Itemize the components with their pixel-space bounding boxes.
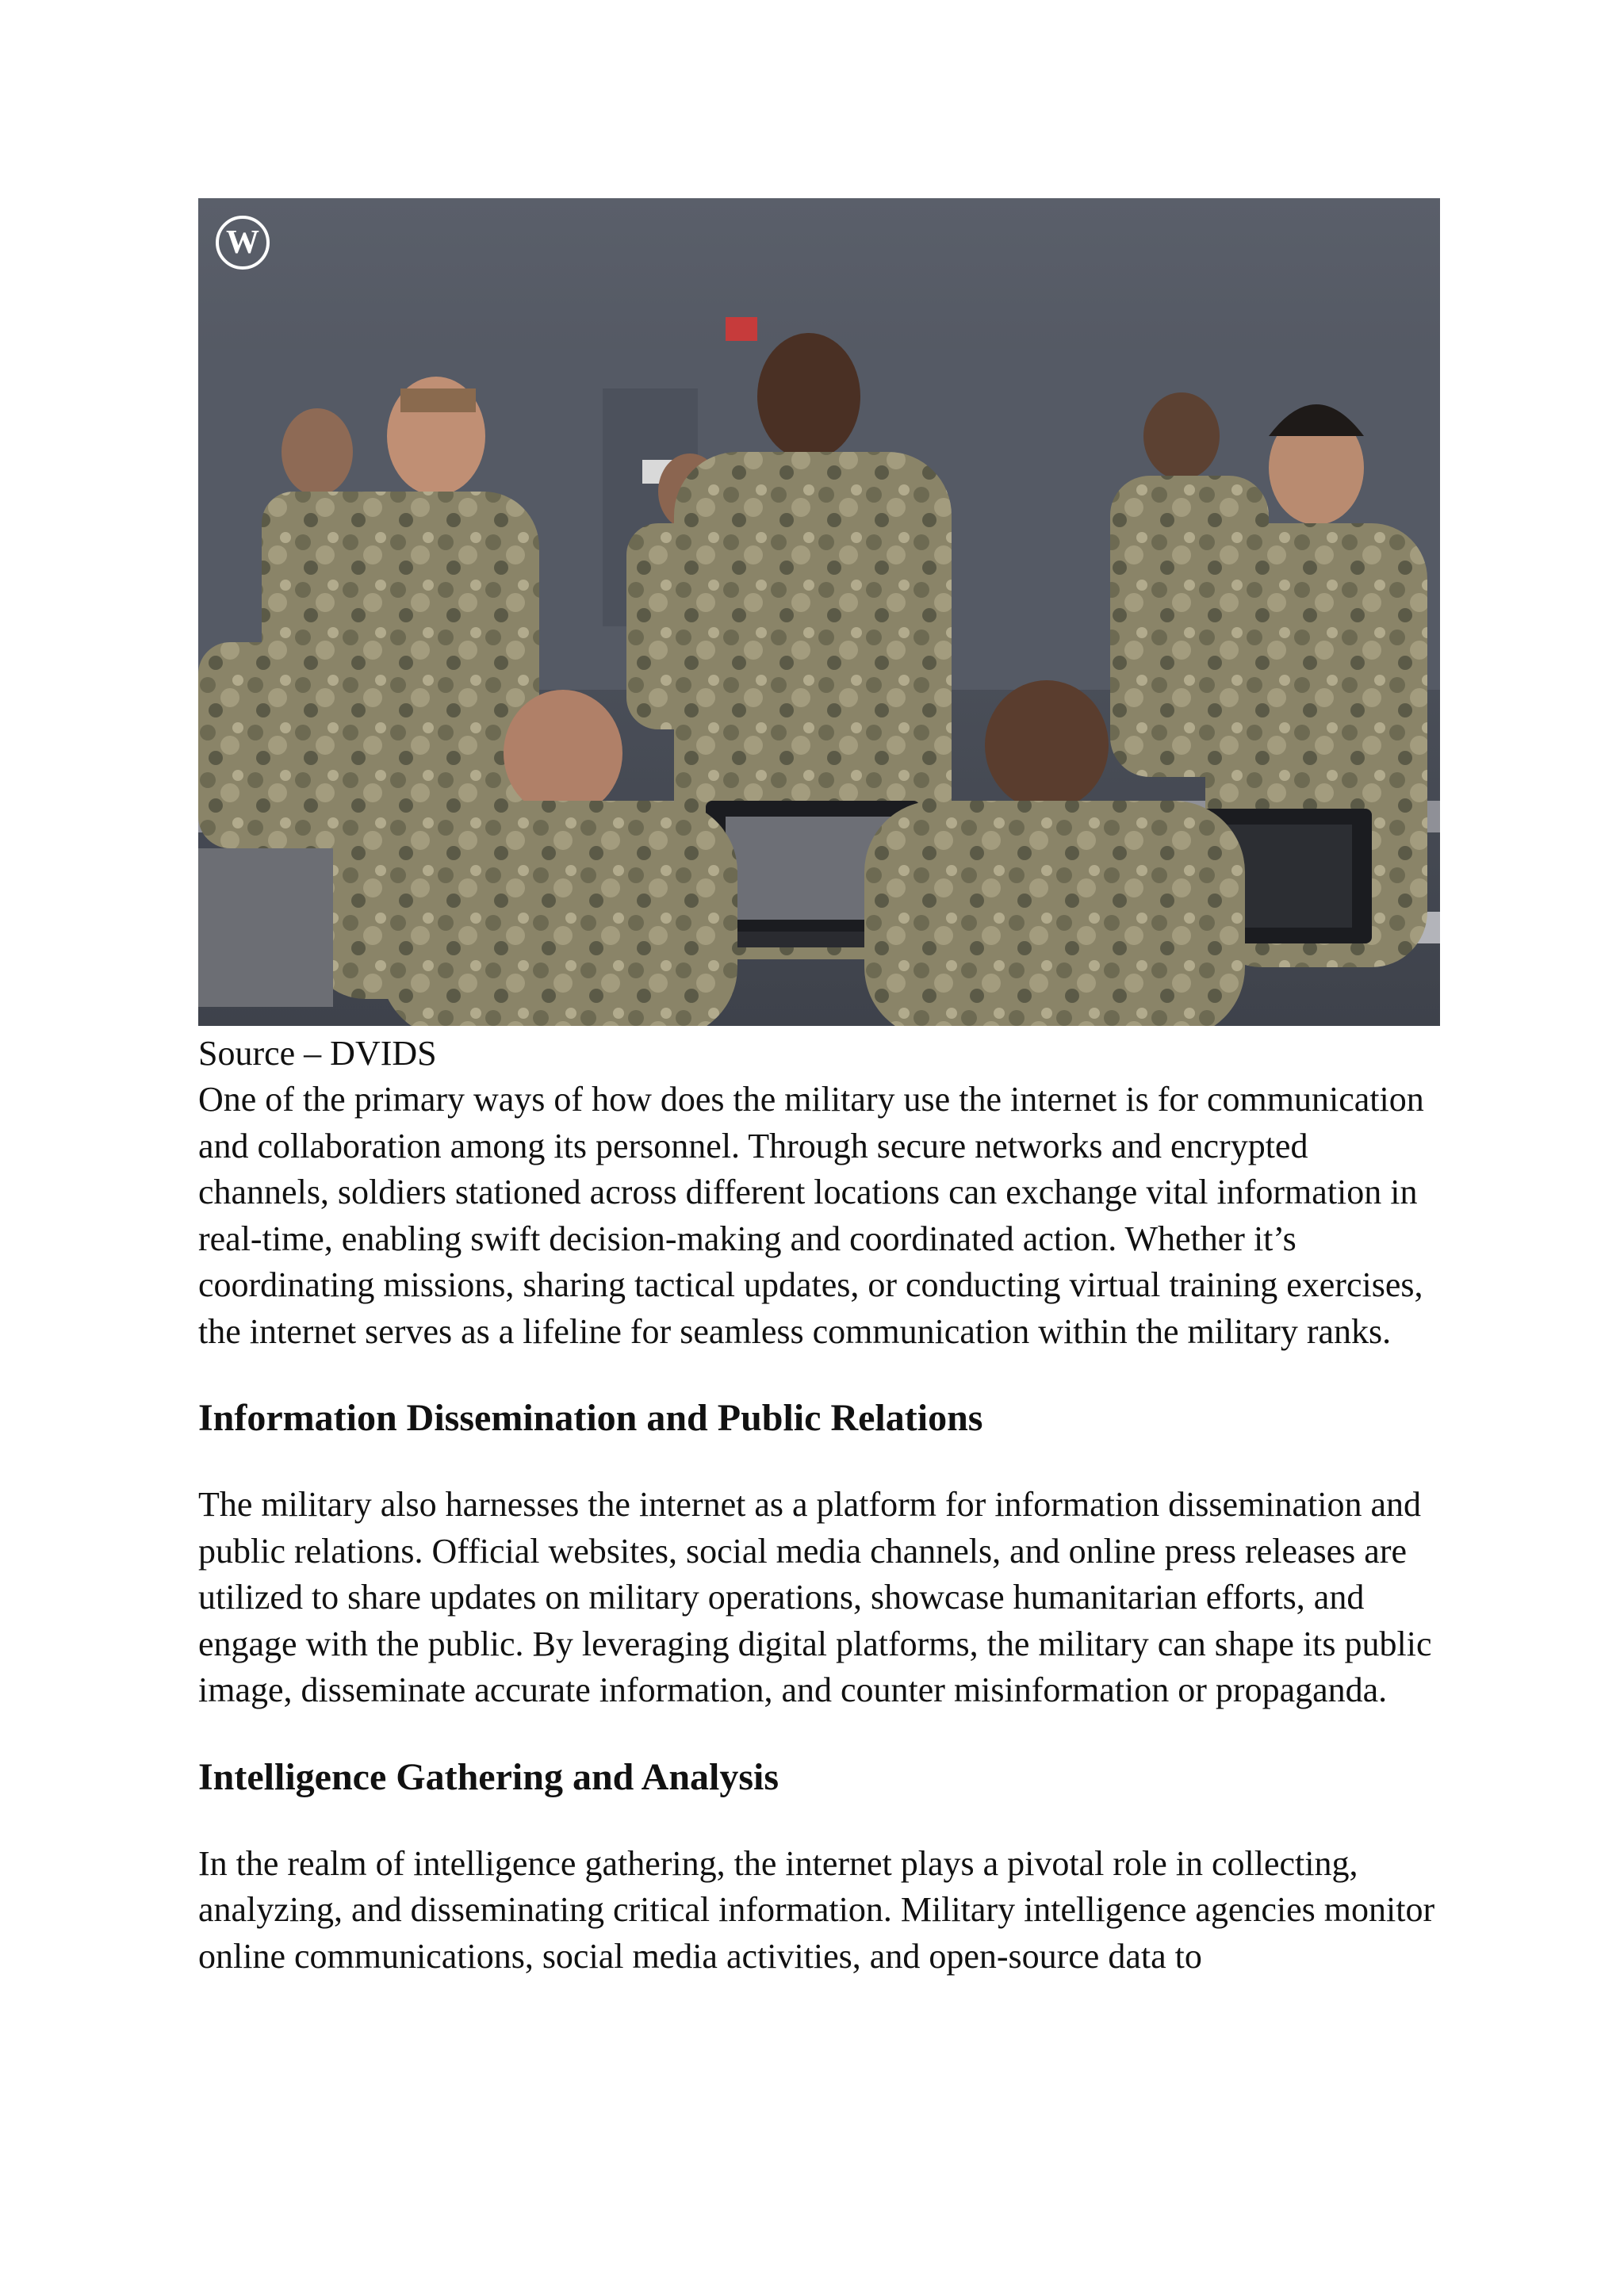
section-heading-information-dissemination: Information Dissemination and Public Relations <box>198 1397 983 1439</box>
section-heading-intelligence-gathering: Intelligence Gathering and Analysis <box>198 1755 779 1798</box>
section-paragraph-information-dissemination: The military also harnesses the internet as a platform for information dissemination and public relations. Official websites, social media channels, and online press releases are utilized to share updates on military operations, showcase humanitarian efforts, and engage with the public. By leveraging digital platforms, the military can shape its public image, disseminate accurate information, and counter misinformation or propaganda. <box>198 1485 1432 1709</box>
intro-paragraph: One of the primary ways of how does the military use the internet is for communication and collaboration among its personnel. Through secure networks and encrypted channels, soldiers stationed across different locations can exchange vital information in real-time, enabling swift decision-making and coordinated action. Whether it’s coordinating missions, sharing tactical updates, or conducting virtual training exercises, the internet serves as a lifeline for seamless communication within the military ranks. <box>198 1080 1424 1351</box>
article-photo <box>198 198 1440 1026</box>
section-paragraph-intelligence-gathering: In the realm of intelligence gathering, the internet plays a pivotal role in collecting, analyzing, and disseminating critical information. Military intelligence agencies monitor online communications, social media activities, and open-source data to <box>198 1843 1435 1976</box>
brand-logo-icon: W <box>216 216 270 270</box>
photo-illustration <box>198 198 1440 1026</box>
image-caption: Source – DVIDS <box>198 1034 437 1073</box>
article-content <box>198 198 1443 1980</box>
